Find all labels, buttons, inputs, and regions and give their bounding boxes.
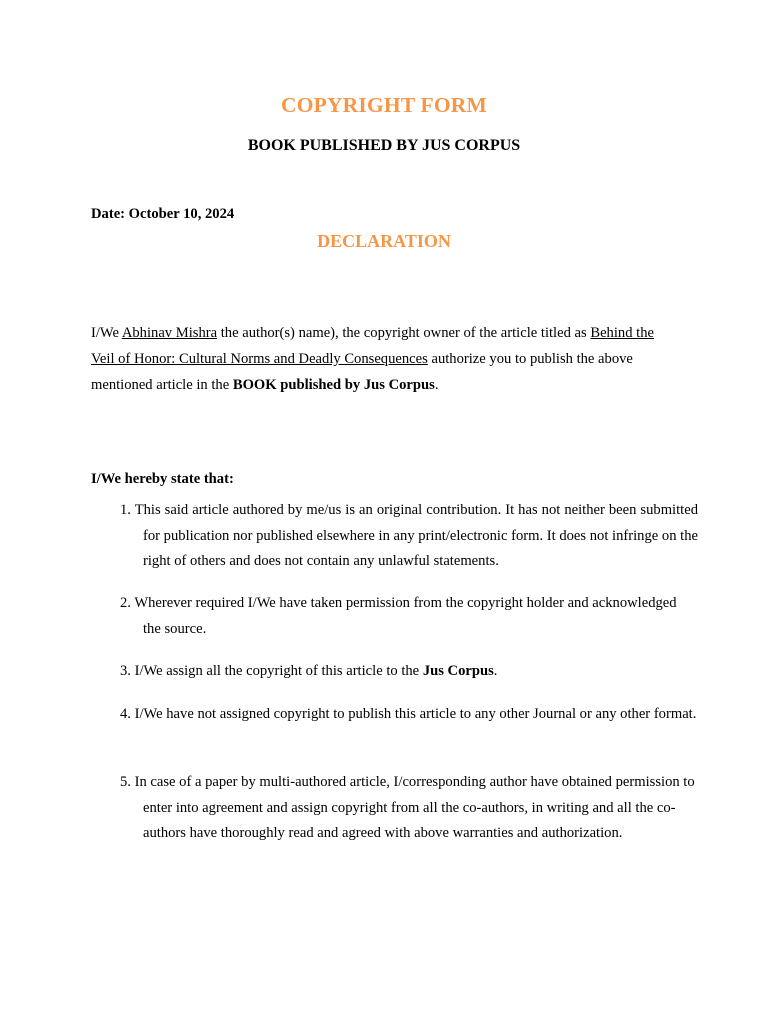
list-item-number: 3. [120, 663, 131, 679]
paragraph-end: . [434, 376, 439, 393]
list-item [120, 659, 698, 685]
list-item [120, 498, 698, 575]
declaration-paragraph [91, 321, 675, 398]
article-title-part1: Behind [590, 325, 637, 341]
list-item-number: 2. [120, 595, 131, 611]
list-item [120, 702, 698, 728]
author-name: Abhinav Mishra [121, 325, 218, 341]
paragraph-middle: the author(s) name), the copyright owner of the article titled as [217, 325, 591, 341]
list-item [120, 770, 698, 847]
list-item-text: I/We assign all the copyright of this article to the [134, 663, 423, 679]
article-title-part2: the Veil of Honor: Cultural Norms and Deadly Consequences [91, 325, 654, 367]
form-subtitle: BOOK PUBLISHED BY JUS CORPUS [247, 137, 521, 154]
list-item-number: 1. [120, 502, 131, 518]
paragraph-prefix: I/We [91, 325, 122, 341]
declaration-heading: DECLARATION [317, 231, 451, 251]
list-item-text: This said article authored by me/us is an original contribution. It has not neither been submitted for publication nor published elsewhere in any print/electronic form. It does not infringe on the right of others and does not contain any unlawful statements. [134, 502, 698, 569]
list-item [120, 591, 698, 642]
list-item-number: 5. [120, 774, 131, 790]
list-item-text: Wherever required I/We have taken permission from the copyright holder and acknowledged the source. [134, 595, 677, 637]
form-title: COPYRIGHT FORM [280, 93, 488, 117]
list-item-text: I/We have not assigned copyright to publish this article to any other Journal or any other format. [134, 706, 697, 722]
list-item-bold: Jus Corpus [422, 663, 494, 679]
date-line: Date: October 10, 2024 [91, 206, 235, 222]
state-heading: I/We hereby state that: [91, 471, 234, 487]
list-item-number: 4. [120, 706, 131, 722]
list-item-text: In case of a paper by multi-authored article, I/corresponding author have obtained permission to enter into agreement and assign copyright from all the co-authors, in writing and all the co-authors have thoroughly read and agreed with above warranties and authorization. [134, 774, 695, 841]
book-name: BOOK published by Jus Corpus [232, 376, 435, 393]
list-item-end: . [493, 663, 498, 679]
paragraph-after-title: authorize you to publish the above mentioned article in the [91, 350, 633, 393]
